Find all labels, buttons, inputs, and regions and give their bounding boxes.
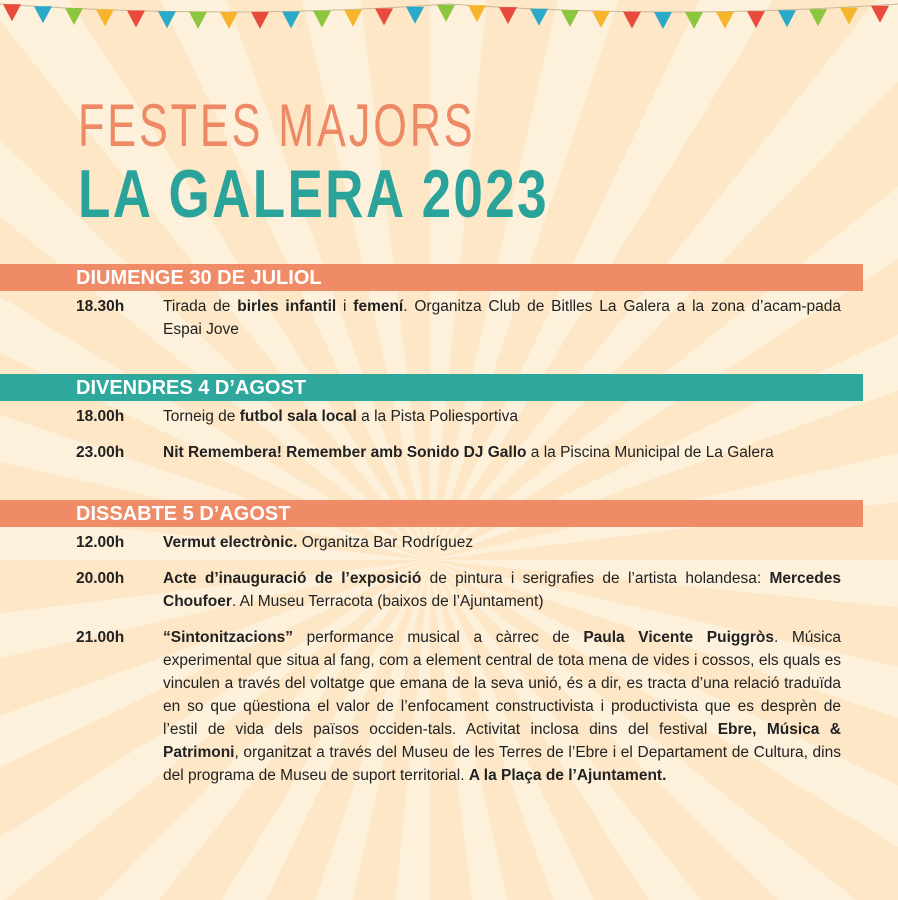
event-time: 18.00h bbox=[76, 408, 125, 425]
text-run: a la Piscina Municipal de La Galera bbox=[526, 444, 774, 461]
text-run: performance musical a càrrec de bbox=[293, 629, 584, 646]
day-section-dissabte bbox=[0, 500, 863, 787]
bold-text: A la Plaça de l’Ajuntament. bbox=[468, 767, 667, 784]
event-item bbox=[0, 567, 863, 613]
event-description bbox=[163, 295, 841, 341]
bold-text: Mercedes Choufoer bbox=[163, 570, 841, 610]
text-run: , organitzat a través del Museu de les Terres de l’Ebre i el Departament de Cultura, dins del programa de Museu de suport territorial. bbox=[163, 744, 841, 784]
event-item bbox=[0, 405, 863, 428]
title-festes-majors: FESTES MAJORS bbox=[78, 92, 476, 159]
bold-text: femení bbox=[353, 298, 404, 315]
event-description bbox=[163, 405, 841, 428]
bold-text: Paula Vicente Puiggròs bbox=[583, 629, 774, 646]
day-header: DISSABTE 5 D’AGOST bbox=[0, 500, 863, 527]
event-description bbox=[163, 626, 841, 787]
bold-text: Acte d’inauguració de l’exposició bbox=[163, 570, 422, 587]
event-time: 12.00h bbox=[76, 534, 125, 551]
day-header: DIVENDRES 4 D’AGOST bbox=[0, 374, 863, 401]
bold-text: Vermut electrònic. bbox=[163, 534, 298, 551]
event-time: 18.30h bbox=[76, 298, 125, 315]
event-time: 23.00h bbox=[76, 444, 125, 461]
title-la-galera-2023: LA GALERA 2023 bbox=[78, 156, 549, 232]
text-run: Tirada de bbox=[163, 298, 238, 315]
bold-text: Ebre, Música & Patrimoni bbox=[163, 721, 841, 761]
bold-text: Nit Remembera! Remember amb Sonido DJ Gallo bbox=[163, 444, 527, 461]
text-run: Organitza Bar Rodríguez bbox=[297, 534, 474, 551]
text-run: i bbox=[336, 298, 354, 315]
day-header: DIUMENGE 30 DE JULIOL bbox=[0, 264, 863, 291]
event-description bbox=[163, 567, 841, 613]
text-run: . Música experimental que situa al fang, com a element central de tota mena de vides i cossos, els quals es vinculen a través del voltatge que emana de la seva unió, és a dir, es tracta d’una relació traduïda en so que qüestiona el valor de l’enfocament constructivista i productivista que es desprèn de l’estil de vida dels països occiden-tals. Activitat inclosa dins del festival bbox=[163, 629, 841, 738]
text-run: a la Pista Poliesportiva bbox=[356, 408, 518, 425]
event-description bbox=[163, 441, 841, 464]
text-run: Torneig de bbox=[163, 408, 240, 425]
event-item bbox=[0, 441, 863, 464]
event-time: 20.00h bbox=[76, 570, 125, 587]
day-section-divendres bbox=[0, 374, 863, 464]
text-run: . Al Museu Terracota (baixos de l’Ajuntament) bbox=[231, 593, 544, 610]
text-run: . Organitza Club de Bitlles La Galera a la zona d’acam-pada Espai Jove bbox=[163, 298, 842, 338]
bold-text: “Sintonitzacions” bbox=[163, 629, 294, 646]
bold-text: futbol sala local bbox=[239, 408, 357, 425]
event-description bbox=[163, 531, 841, 554]
event-item bbox=[0, 531, 863, 554]
bold-text: birles infantil bbox=[237, 298, 337, 315]
day-section-diumenge bbox=[0, 264, 863, 341]
event-item bbox=[0, 295, 863, 341]
event-time: 21.00h bbox=[76, 629, 125, 646]
event-item bbox=[0, 626, 863, 787]
text-run: de pintura i serigrafies de l’artista holandesa: bbox=[421, 570, 770, 587]
